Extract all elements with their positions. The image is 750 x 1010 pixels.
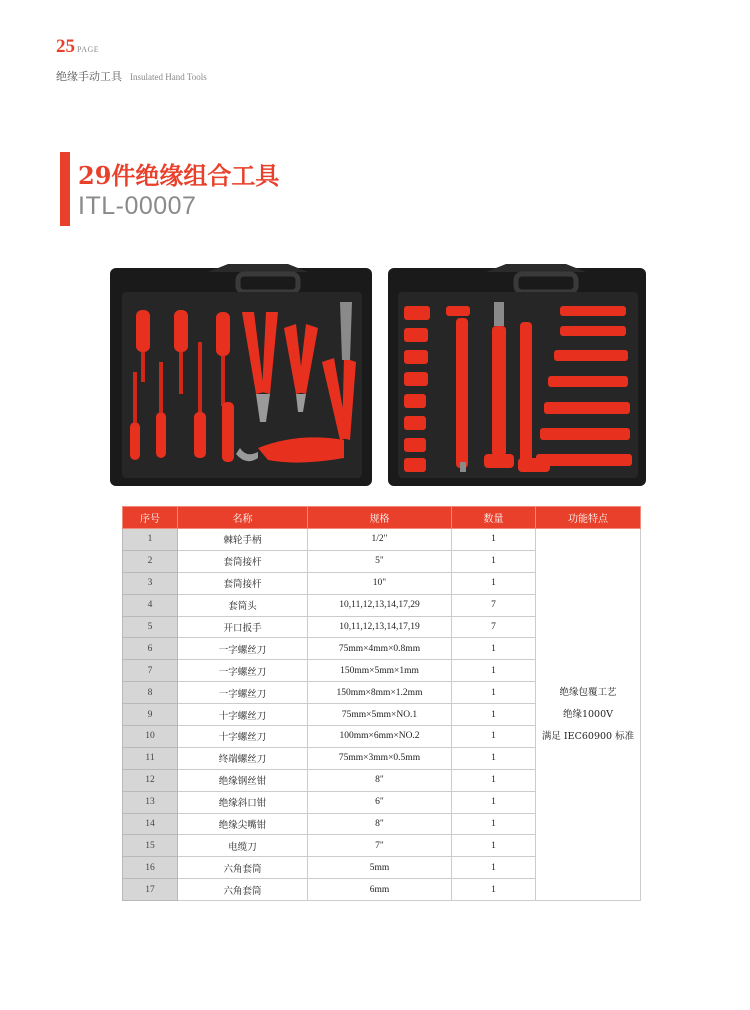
row-qty: 1	[452, 813, 536, 835]
row-spec: 10,11,12,13,14,17,29	[308, 594, 452, 616]
row-index: 10	[123, 726, 178, 748]
row-spec: 75mm×4mm×0.8mm	[308, 638, 452, 660]
row-qty: 1	[452, 682, 536, 704]
row-spec: 150mm×5mm×1mm	[308, 660, 452, 682]
page-number-value: 25	[56, 36, 75, 57]
row-name: 一字螺丝刀	[178, 660, 308, 682]
row-name: 十字螺丝刀	[178, 704, 308, 726]
row-qty: 1	[452, 572, 536, 594]
header-features: 功能特点	[536, 507, 641, 529]
title-accent-bar	[60, 152, 70, 226]
row-qty: 7	[452, 616, 536, 638]
row-name: 绝缘斜口钳	[178, 791, 308, 813]
row-spec: 10,11,12,13,14,17,19	[308, 616, 452, 638]
row-index: 3	[123, 572, 178, 594]
row-index: 4	[123, 594, 178, 616]
row-index: 12	[123, 769, 178, 791]
row-name: 一字螺丝刀	[178, 638, 308, 660]
row-qty: 1	[452, 857, 536, 879]
row-qty: 1	[452, 726, 536, 748]
row-index: 7	[123, 660, 178, 682]
row-spec: 1/2"	[308, 529, 452, 551]
row-qty: 1	[452, 638, 536, 660]
page-number	[56, 36, 99, 58]
product-code: ITL-00007	[78, 192, 197, 220]
product-title: 29件绝缘组合工具	[78, 161, 280, 190]
row-qty: 1	[452, 550, 536, 572]
product-photo	[108, 262, 648, 488]
row-index: 9	[123, 704, 178, 726]
row-qty: 1	[452, 791, 536, 813]
feature-item: 满足 IEC60900 标准	[541, 730, 635, 742]
row-index: 15	[123, 835, 178, 857]
row-spec: 6"	[308, 791, 452, 813]
row-name: 终端螺丝刀	[178, 747, 308, 769]
row-index: 5	[123, 616, 178, 638]
features-cell	[536, 529, 641, 901]
row-spec: 10"	[308, 572, 452, 594]
row-index: 13	[123, 791, 178, 813]
row-qty: 1	[452, 879, 536, 901]
row-name: 开口扳手	[178, 616, 308, 638]
row-name: 套筒接杆	[178, 572, 308, 594]
row-spec: 75mm×3mm×0.5mm	[308, 747, 452, 769]
row-qty: 1	[452, 529, 536, 551]
row-spec: 7"	[308, 835, 452, 857]
header-spec: 规格	[308, 507, 452, 529]
header-index: 序号	[123, 507, 178, 529]
category-cn: 绝缘手动工具	[56, 70, 122, 83]
row-spec: 5mm	[308, 857, 452, 879]
row-spec: 75mm×5mm×NO.1	[308, 704, 452, 726]
row-index: 6	[123, 638, 178, 660]
row-qty: 1	[452, 769, 536, 791]
row-name: 十字螺丝刀	[178, 726, 308, 748]
row-name: 六角套筒	[178, 857, 308, 879]
row-index: 14	[123, 813, 178, 835]
row-index: 2	[123, 550, 178, 572]
right-tool-case	[388, 264, 646, 486]
tool-case-illustration	[108, 262, 648, 488]
header-qty: 数量	[452, 507, 536, 529]
row-spec: 8"	[308, 813, 452, 835]
row-name: 一字螺丝刀	[178, 682, 308, 704]
row-name: 电缆刀	[178, 835, 308, 857]
row-qty: 1	[452, 747, 536, 769]
row-name: 六角套筒	[178, 879, 308, 901]
row-qty: 1	[452, 660, 536, 682]
row-qty: 7	[452, 594, 536, 616]
row-index: 8	[123, 682, 178, 704]
row-qty: 1	[452, 704, 536, 726]
page-label: PAGE	[77, 45, 100, 54]
row-spec: 100mm×6mm×NO.2	[308, 726, 452, 748]
row-spec: 150mm×8mm×1.2mm	[308, 682, 452, 704]
header-name: 名称	[178, 507, 308, 529]
spec-table	[122, 506, 641, 901]
table-row	[123, 529, 641, 551]
row-name: 套筒头	[178, 594, 308, 616]
category-heading	[56, 68, 207, 84]
row-index: 1	[123, 529, 178, 551]
left-tool-case	[110, 264, 372, 486]
row-index: 11	[123, 747, 178, 769]
row-name: 套筒接杆	[178, 550, 308, 572]
feature-item: 绝缘包覆工艺	[559, 686, 617, 698]
row-name: 绝缘尖嘴钳	[178, 813, 308, 835]
row-spec: 6mm	[308, 879, 452, 901]
row-spec: 5"	[308, 550, 452, 572]
row-index: 16	[123, 857, 178, 879]
row-qty: 1	[452, 835, 536, 857]
table-header-row	[123, 507, 641, 529]
category-en: Insulated Hand Tools	[130, 72, 207, 82]
row-name: 绝缘钢丝钳	[178, 769, 308, 791]
feature-item: 绝缘1000V	[562, 708, 614, 720]
row-spec: 8"	[308, 769, 452, 791]
row-name: 棘轮手柄	[178, 529, 308, 551]
row-index: 17	[123, 879, 178, 901]
